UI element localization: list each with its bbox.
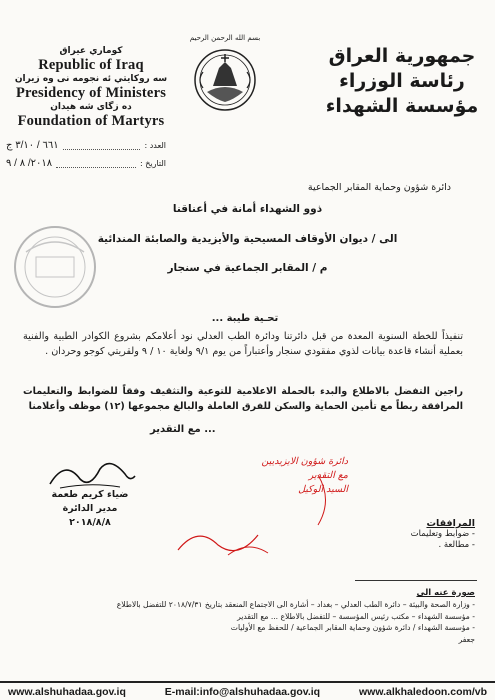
copy-item: - وزارة الصحة والبيئة – دائرة الطب العدلي – بغداد – أشارة الى الاجتماع المنعقد بتاريخ ٢٠١٨/٧/٣١ للتفضل بالاطلاع [116,600,475,610]
basmala-text: بسم الله الرحمن الرحيم [189,34,261,42]
reference-block [6,136,166,172]
handwritten-note [168,455,348,565]
addressee: الى / ديوان الأوقاف المسيحية والأيزيدية والصابئة المندائية [97,233,398,245]
header-english-line1: Republic of Iraq [38,57,144,73]
dotted-line [63,141,141,150]
body-paragraph: تنفيذاً للخطة السنوية المعدة من قبل دائرتنا ودائرة الطب العدلي نود أعلامكم بشروع الكوادر الطبية والفنية بعملية أنشاء قاعدة بيانات لذوي مفقودي سنجار وأعتباراً من يوم ٩/١ ولغاية ١٠ / ٩ ولقريتي كوجو وحردان . [23,331,463,357]
attachments-title: المرافقات [426,518,475,529]
handwritten-line1: دائرة شؤون الايزيديين [261,456,348,467]
copy-item: - مؤسسة الشهداء – مكتب رئيس المؤسسة – للتفضل بالاطلاع ... مع التقدير [237,611,475,621]
signatory-date: ٢٠١٨/٨/٨ [69,517,111,528]
signatory-name: ضياء كريم طعمة [51,489,129,500]
header-arabic-line2: رئاسة الوزراء [339,70,465,92]
header-kurdish-line3: ده زگاى شه هيدان [50,102,132,112]
footer-email: E-mail:info@alshuhadaa.gov.iq [164,685,321,698]
header-arabic-line1: جمهورية العراق [328,45,476,67]
divider [355,580,477,581]
greeting: تحـية طيبة ... [211,313,279,324]
reference-date-label: التاريخ : [139,158,166,168]
signature-icon [40,454,140,492]
subject: م / المقابر الجماعية في سنجار [167,262,328,274]
martyrs-foundation-logo [185,34,265,118]
header-english-line3: Foundation of Martyrs [17,113,165,129]
copies-block [15,588,475,645]
header-english-line2: Presidency of Ministers [15,85,167,101]
copy-item: جعفر [458,634,475,644]
attachment-item: - مطالعة . [438,540,475,550]
reference-date-row [6,154,166,172]
department-name: دائرة شؤون وحماية المقابر الجماعية [307,182,451,193]
footer-forum: www.alkhaledoon.com/vb [359,685,487,698]
copy-item: - مؤسسة الشهداء / دائرة شؤون وحماية المقابر الجماعية / للحفظ مع الأوليات [230,623,475,633]
closing: ... مع التقدير [150,424,216,435]
reference-number-label: العدد : [144,140,166,150]
attachments-block [355,518,475,551]
footer [0,681,495,700]
footer-website: www.alshuhadaa.gov.iq [8,685,126,698]
signatory-title: مدير الدائرة [62,503,118,514]
handwritten-line2: مع التقدير [308,470,348,481]
header-kurdish-line1: كوماري عيراق [59,46,123,56]
dotted-line [56,159,136,168]
logo-emblem-icon [185,42,265,116]
attachment-item: - ضوابط وتعليمات [410,529,475,539]
reference-date-value: ٢٠١٨/ ٨ / ٩ [6,157,53,169]
handwritten-line3: السيد الوكيل [298,484,348,495]
header-kurdish-line2: سه روكايتي ئه نجومه نى وه زيران [14,74,168,84]
signatory-block [40,488,140,530]
reference-number-value: ٦٦١ / ٣/١٠ ج [6,139,59,151]
request-paragraph: راجين التفضل بالاطلاع والبدء بالحملة الاعلامية للتوعية والتثقيف وفقاً للضوابط والتعليمات المرافقة ربطاً مع تأمين الحماية والسكن للفرق العاملة والبالغ مجموعها (١٢) موظف وأعلامنا [23,386,463,412]
header-arabic-line3: مؤسسة الشهداء [325,95,479,117]
motto: ذوو الشهداء أمانة في أعناقنا [172,203,323,215]
header-arabic-block [317,44,487,119]
reference-number-row [6,136,166,154]
header-english-block [6,46,176,130]
copies-title: صورة عنه الى [416,588,475,598]
